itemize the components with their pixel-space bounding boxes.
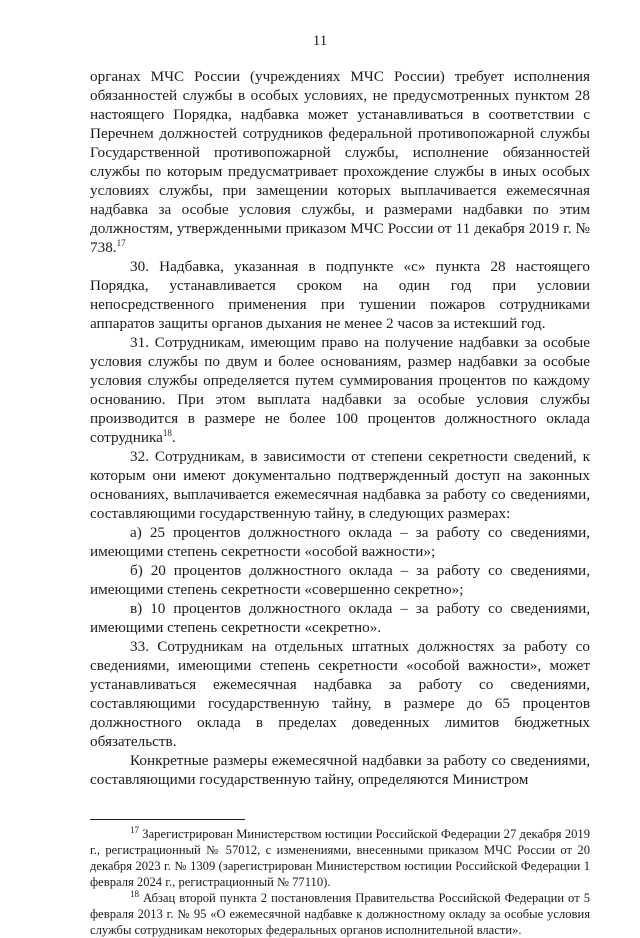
paragraph-continuation: органах МЧС России (учреждениях МЧС России) требует исполнения обязанностей службы в особых условиях, не предусмотренных пунктом 28 настоящего Порядка, надбавка может устанавливаться в соответствии с Перечнем должностей сотрудников федеральной противопожарной службы Государственной противопожарной службы, исполнение обязанностей службы по которым предусматривает прохождение службы в иных особых условиях службы, при замещении которых выплачивается ежемесячная надбавка за особые условия службы, и размерами надбавки по этим должностям, утвержденными приказом МЧС России от 11 декабря 2019 г. № 738.17 [90, 68, 590, 256]
footnote-number: 18 [130, 888, 139, 899]
footnote-divider [90, 819, 245, 820]
footnote-17: $^{17}$ Зарегистрирован Министерством юстиции Российской Федерации 27 декабря 2019 г., регистрационный № 57012, с изменениями, внесенными приказом МЧС России от 20 декабря 2023 г. № 1309 (зарегистрирован Министерством юстиции Российской Федерации 1 февраля 2024 г., регистрационный № 77110). [90, 824, 591, 889]
paragraph-31: 31. Сотрудникам, имеющим право на получение надбавки за особые условия службы по двум и более основаниям, размер надбавки за особые условия службы определяется путем суммирования процентов по каждому основанию. При этом выплата надбавки за особые условия службы производится в размере не более 100 процентов должностного оклада сотрудника$^{18}$. [90, 334, 590, 446]
paragraph-32-b: б) 20 процентов должностного оклада – за работу со сведениями, имеющими степень секретности «совершенно секретно»; [90, 562, 590, 598]
footnote-18: $^{18}$ Абзац второй пункта 2 постановления Правительства Российской Федерации от 5 февраля 2013 г. № 95 «О ежемесячной надбавке к должностному окладу за особые условия службы сотрудникам некоторых федеральных органов исполнительной власти». [90, 888, 590, 937]
paragraph-32-c: в) 10 процентов должностного оклада – за работу со сведениями, имеющими степень секретности «секретно». [90, 600, 590, 636]
footnote-ref-18: 18 [162, 427, 172, 438]
footnote-number: 17 [130, 824, 139, 835]
paragraph-30: 30. Надбавка, указанная в подпункте «с» пункта 28 настоящего Порядка, устанавливается сроком на один год при условии непосредственного применения при тушении пожаров сотрудниками аппаратов защиты органов дыхания не менее 2 часов за истекший год. [90, 258, 590, 332]
footnote-ref-17: 17 [116, 237, 126, 248]
page-number: 11 [312, 33, 328, 49]
paragraph-32-a: а) 25 процентов должностного оклада – за работу со сведениями, имеющими степень секретности «особой важности»; [90, 524, 590, 560]
paragraph-33-continued: Конкретные размеры ежемесячной надбавки за работу со сведениями, составляющими государственную тайну, определяются Министром [90, 752, 590, 788]
paragraph-32: 32. Сотрудникам, в зависимости от степени секретности сведений, к которым они имеют документально подтвержденный доступ на законных основаниях, выплачивается ежемесячная надбавка за работу со сведениями, составляющими государственную тайну, в следующих размерах: [90, 448, 590, 522]
paragraph-33: 33. Сотрудникам на отдельных штатных должностях за работу со сведениями, имеющими степень секретности «особой важности», может устанавливаться ежемесячная надбавка за работу со сведениями, составляющими государственную тайну, в размере до 65 процентов должностного оклада в пределах доведенных лимитов бюджетных обязательств. [90, 638, 590, 750]
